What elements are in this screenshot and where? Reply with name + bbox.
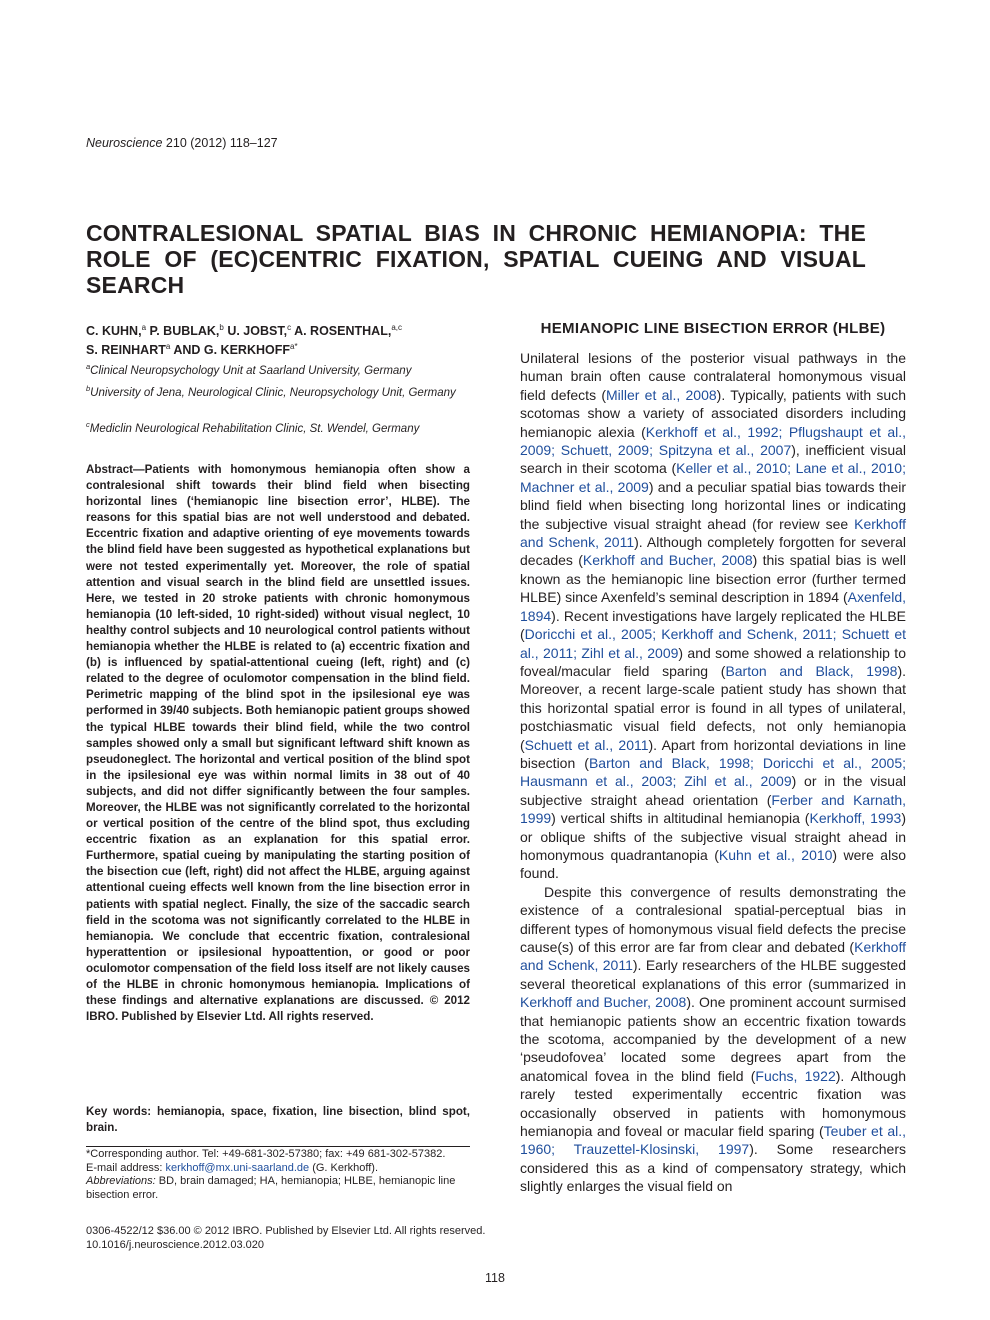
citation-link[interactable]: Ferber and Karnath, 1999 bbox=[520, 791, 907, 827]
author-affil-mark: a,c bbox=[391, 323, 402, 332]
journal-citation bbox=[86, 136, 278, 150]
abbreviations bbox=[86, 1175, 470, 1202]
footnote bbox=[86, 1146, 470, 1202]
issn-line: 0306-4522/12 $36.00 © 2012 IBRO. Published by Elsevier Ltd. All rights reserved. bbox=[86, 1225, 486, 1237]
abbr-label: Abbreviations: bbox=[86, 1175, 156, 1187]
citation-link[interactable]: Miller et al., 2008 bbox=[605, 386, 717, 403]
citation-link[interactable]: Axenfeld, 1894 bbox=[520, 589, 906, 624]
citation-link[interactable]: Kerkhoff et al., 1992; Pflugshaupt et al., 2009; Schuett, 2009; Spitzyna et al., 2007 bbox=[520, 423, 907, 459]
body-text-run: ) this spatial bias is well known as the hemianopic line bisection error (further termed HLBE) since Axenfeld’s seminal description in 1894 ( bbox=[520, 552, 906, 606]
body-text-run: ) were also found. bbox=[520, 846, 906, 882]
journal-ref: 210 (2012) 118–127 bbox=[165, 136, 278, 150]
body-text-run: ). Moreover, a recent large-scale patient study has shown that this horizontal spatial error is found in all types of unilateral, postchiasmatic visual field defects, not only hemianopia ( bbox=[520, 662, 906, 753]
body-text-run: ). Apart from horizontal deviations in line bisection ( bbox=[520, 736, 906, 771]
article-title: CONTRALESIONAL SPATIAL BIAS IN CHRONIC HEMIANOPIA: THE ROLE OF (EC)CENTRIC FIXATION, SPATIAL CUEING AND VISUAL SEARCH bbox=[86, 220, 866, 298]
citation-link[interactable]: Kerkhoff, 1993 bbox=[809, 810, 902, 827]
citation-link[interactable]: Fuchs, 1922 bbox=[755, 1067, 836, 1084]
paragraph bbox=[520, 349, 906, 883]
body-text-run: ). Although rarely tested experimentally eccentric fixation was occasionally observed in patients with homonymous hemianopia and foveal or macular field sparing ( bbox=[520, 1067, 906, 1140]
abbr-text: BD, brain damaged; HA, hemianopia; HLBE, hemianopic line bisection error. bbox=[86, 1175, 456, 1201]
body-text-run: ). Early researchers of the HLBE suggested several theoretical explanations of this error (summarized in bbox=[520, 957, 906, 992]
author-affil-mark: a* bbox=[290, 342, 298, 352]
author: A. ROSENTHAL, bbox=[291, 324, 392, 339]
citation-link[interactable]: Kerkhoff and Schenk, 2011 bbox=[520, 939, 906, 974]
affiliation-text: Clinical Neuropsychology Unit at Saarland University, Germany bbox=[90, 364, 412, 377]
body-text-run: ). Recent investigations have largely replicated the HLBE ( bbox=[520, 607, 906, 643]
author: C. KUHN, bbox=[86, 324, 142, 339]
keywords: Key words: hemianopia, space, fixation, line bisection, blind spot, brain. bbox=[86, 1105, 470, 1134]
author: U. JOBST, bbox=[223, 324, 288, 339]
citation-link[interactable]: Schuett et al., 2011 bbox=[524, 736, 649, 753]
author-affil-mark: a bbox=[141, 323, 147, 332]
body-text-run: ) vertical shifts in altitudinal hemianopia ( bbox=[551, 810, 810, 827]
citation-link[interactable]: Keller et al., 2010; Lane et al., 2010; Machner et al., 2009 bbox=[520, 460, 906, 495]
author: AND G. KERKHOFF bbox=[170, 343, 290, 358]
citation-link[interactable]: Kerkhoff and Schenk, 2011 bbox=[520, 515, 906, 551]
body-text-run: ). One prominent account surmised that hemianopic patients show an eccentric fixation towards the scotoma, accompanied by the development of a new ‘pseudofovea’ located some degrees apart from the anatomical fovea in the blind field ( bbox=[520, 994, 906, 1084]
affil-mark: c bbox=[86, 420, 90, 429]
body-text-run: ) or in the visual subjective straight ahead orientation ( bbox=[520, 773, 906, 808]
citation-link[interactable]: Barton and Black, 1998; Doricchi et al., 2005; Hausmann et al., 2003; Zihl et al., 2009 bbox=[520, 754, 906, 790]
body-text-run: ) and some showed a relationship to foveal/macular field sparing ( bbox=[520, 644, 906, 679]
affiliation-text: University of Jena, Neurological Clinic, Neuropsychology Unit, Germany bbox=[90, 386, 456, 399]
author: S. REINHART bbox=[86, 343, 166, 358]
affil-mark: b bbox=[86, 384, 91, 393]
email-suffix: (G. Kerkhoff). bbox=[309, 1161, 379, 1174]
citation-link[interactable]: Teuber et al., 1960; Trauzettel-Klosinski, 1997 bbox=[520, 1123, 906, 1158]
citation-link[interactable]: Doricchi et al., 2005; Kerkhoff and Schenk, 2011; Schuett et al., 2011; Zihl et al., 2009 bbox=[520, 626, 906, 661]
section-heading: HEMIANOPIC LINE BISECTION ERROR (HLBE) bbox=[540, 320, 886, 337]
body-text-run: ), inefficient visual search in their scotoma ( bbox=[520, 442, 907, 477]
affiliation bbox=[86, 381, 476, 401]
body-text-run: Unilateral lesions of the posterior visual pathways in the human brain often cause contralateral homonymous visual field defects ( bbox=[520, 350, 906, 403]
body-text-run: ). Typically, patients with such scotomas show a variety of associated disorders including hemianopic alexia ( bbox=[520, 386, 906, 440]
body-text bbox=[520, 349, 906, 1196]
email-label: E-mail address: bbox=[86, 1161, 166, 1174]
affiliation-text: Mediclin Neurological Rehabilitation Clinic, St. Wendel, Germany bbox=[89, 422, 420, 435]
journal-name: Neuroscience bbox=[86, 136, 163, 150]
email-link[interactable]: kerkhoff@mx.uni-saarland.de bbox=[165, 1161, 310, 1174]
body-text-run: ) or oblique shifts of the subjective visual straight ahead in homonymous quadrantanopia ( bbox=[520, 810, 906, 863]
author-list bbox=[86, 320, 476, 358]
citation-link[interactable]: Barton and Black, 1998 bbox=[725, 662, 898, 679]
author-affil-mark: b bbox=[219, 323, 224, 332]
author: P. BUBLAK, bbox=[146, 324, 220, 339]
citation-link[interactable]: Kerkhoff and Bucher, 2008 bbox=[520, 994, 687, 1011]
corresponding-author: *Corresponding author. Tel: +49-681-302-57380; fax: +49 681-302-57382. bbox=[86, 1148, 446, 1160]
citation-link[interactable]: Kuhn et al., 2010 bbox=[718, 846, 833, 863]
affiliation bbox=[86, 359, 476, 379]
body-text-run: Despite this convergence of results demonstrating the existence of a contralesional spatial-perceptual bias in different types of homonymous visual field defects the precise cause(s) of this error are far from clear and debated ( bbox=[520, 883, 906, 955]
affil-mark: a bbox=[86, 362, 91, 371]
email-line bbox=[86, 1162, 470, 1176]
body-text-run: ). Some researchers considered this as a kind of compensatory strategy, which slightly enlarges the visual field on bbox=[520, 1141, 906, 1195]
page-number: 118 bbox=[485, 1271, 505, 1285]
body-text-run: ) and a peculiar spatial bias towards their blind field when bisecting long horizontal lines or indicating the subjective visual straight ahead (for review see bbox=[520, 478, 907, 532]
paragraph bbox=[520, 883, 906, 1196]
citation-link[interactable]: Kerkhoff and Bucher, 2008 bbox=[582, 552, 753, 569]
copyright-block bbox=[86, 1225, 526, 1252]
affiliation bbox=[86, 417, 476, 437]
author-affil-mark: c bbox=[287, 323, 292, 332]
doi-line: 10.1016/j.neuroscience.2012.03.020 bbox=[86, 1238, 264, 1251]
author-affil-mark: a bbox=[165, 342, 171, 352]
abstract: Abstract—Patients with homonymous hemianopia often show a contralesional shift towards their blind field when bisecting horizontal lines (‘hemianopic line bisection error’, HLBE). The reasons for this spatial bias are not well understood and debated. Eccentric fixation and adaptive orienting of eye movements towards the blind field have been suggested as hypothetical explanations but were not tested experimentally yet. Moreover, the role of spatial attention and visual search in the blind field are unsettled issues. Here, we tested in 20 stroke patients with chronic homonymous hemianopia (10 left-sided, 10 right-sided) without visual neglect, 10 healthy control subjects and 10 neurological control patients without hemianopia whether the HLBE is related to (a) eccentric fixation and (b) is influenced by spatial-attentional cueing (left, right) and (c) related to the degree of oculomotor compensation in the blind field. Perimetric mapping of the blind spot in the ipsilesional eye was performed in 39/40 subjects. Both hemianopic patient groups showed the typical HLBE towards their blind field, while the two control samples showed only a small but significant leftward shift known as pseudoneglect. The horizontal and vertical position of the blind spot in the ipsilesional eye was within normal limits in 38 out of 40 subjects, and did not differ significantly between the four samples. Moreover, the HLBE was not significantly correlated to the horizontal or vertical position of the centre of the blind spot, thus excluding eccentric fixation as an explanation for this spatial error. Furthermore, spatial cueing by manipulating the starting position of the bisection cue (left, right) did not affect the HLBE, arguing against attentional cueing effects well known from the line bisection error in patients with spatial neglect. Finally, the size of the saccadic search field in the scotoma was not significantly correlated to the HLBE in hemianopia. We conclude that eccentric fixation, contralesional hyperattention or ipsilesional hypoattention, or good or poor oculomotor compensation of the field loss itself are not likely causes of the HLBE in chronic homonymous hemianopia. Implications of these findings and alternative explanations are discussed. © 2012 IBRO. Published by Elsevier Ltd. All rights reserved. bbox=[86, 463, 470, 1024]
body-text-run: ). Although completely forgotten for several decades ( bbox=[520, 534, 906, 569]
